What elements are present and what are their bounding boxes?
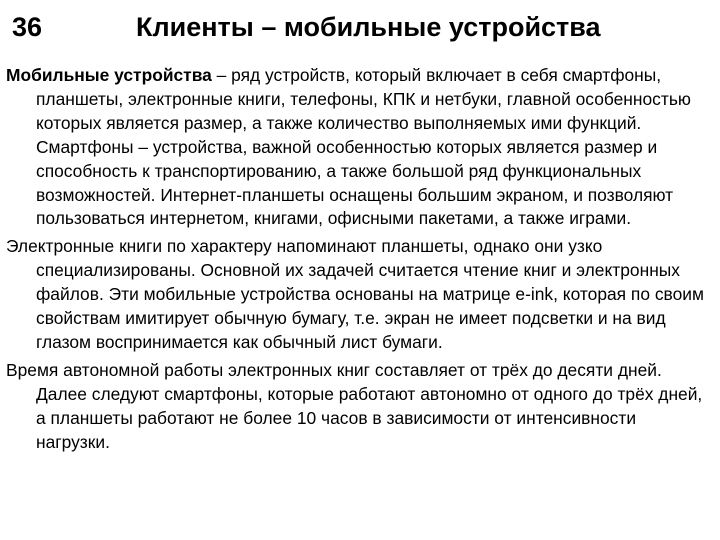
paragraph-text: Электронные книги по характеру напоминают планшеты, однако они узко специализированы. Основной их задачей считается чтение книг и электронных файлов. Эти мобильные устройства основаны на матрице e-ink, которая по своим свойствам имитирует обычную бумагу, т.е. экран не имеет подсветки и на вид глазом воспринимается как обычный лист бумаги. [6,236,704,352]
paragraph-mobile-devices [6,64,712,231]
term-mobile-devices: Мобильные устройства [6,65,212,85]
paragraph-battery-life [6,359,712,455]
paragraph-ebooks [6,235,712,355]
slide-title: Клиенты – мобильные устройства [136,12,601,42]
paragraph-text: – ряд устройств, который включает в себя смартфоны, планшеты, электронные книги, телефоны, КПК и нетбуки, главной особенностью которых является размер, а также количество выполняемых ими функций. Смартфоны – устройства, важной особенностью которых является размер и способность к транспортированию, а также большой ряд функциональных возможностей. Интернет-планшеты оснащены большим экраном, и позволяют пользоваться интернетом, книгами, офисными пакетами, а также играми. [36,65,691,229]
slide-number: 36 [12,12,43,42]
slide-body [6,64,712,459]
paragraph-text: Время автономной работы электронных книг составляет от трёх до десяти дней. Далее следуют смартфоны, которые работают автономно от одного до трёх дней, а планшеты работают не более 10 часов в зависимости от интенсивности нагрузки. [6,359,703,452]
